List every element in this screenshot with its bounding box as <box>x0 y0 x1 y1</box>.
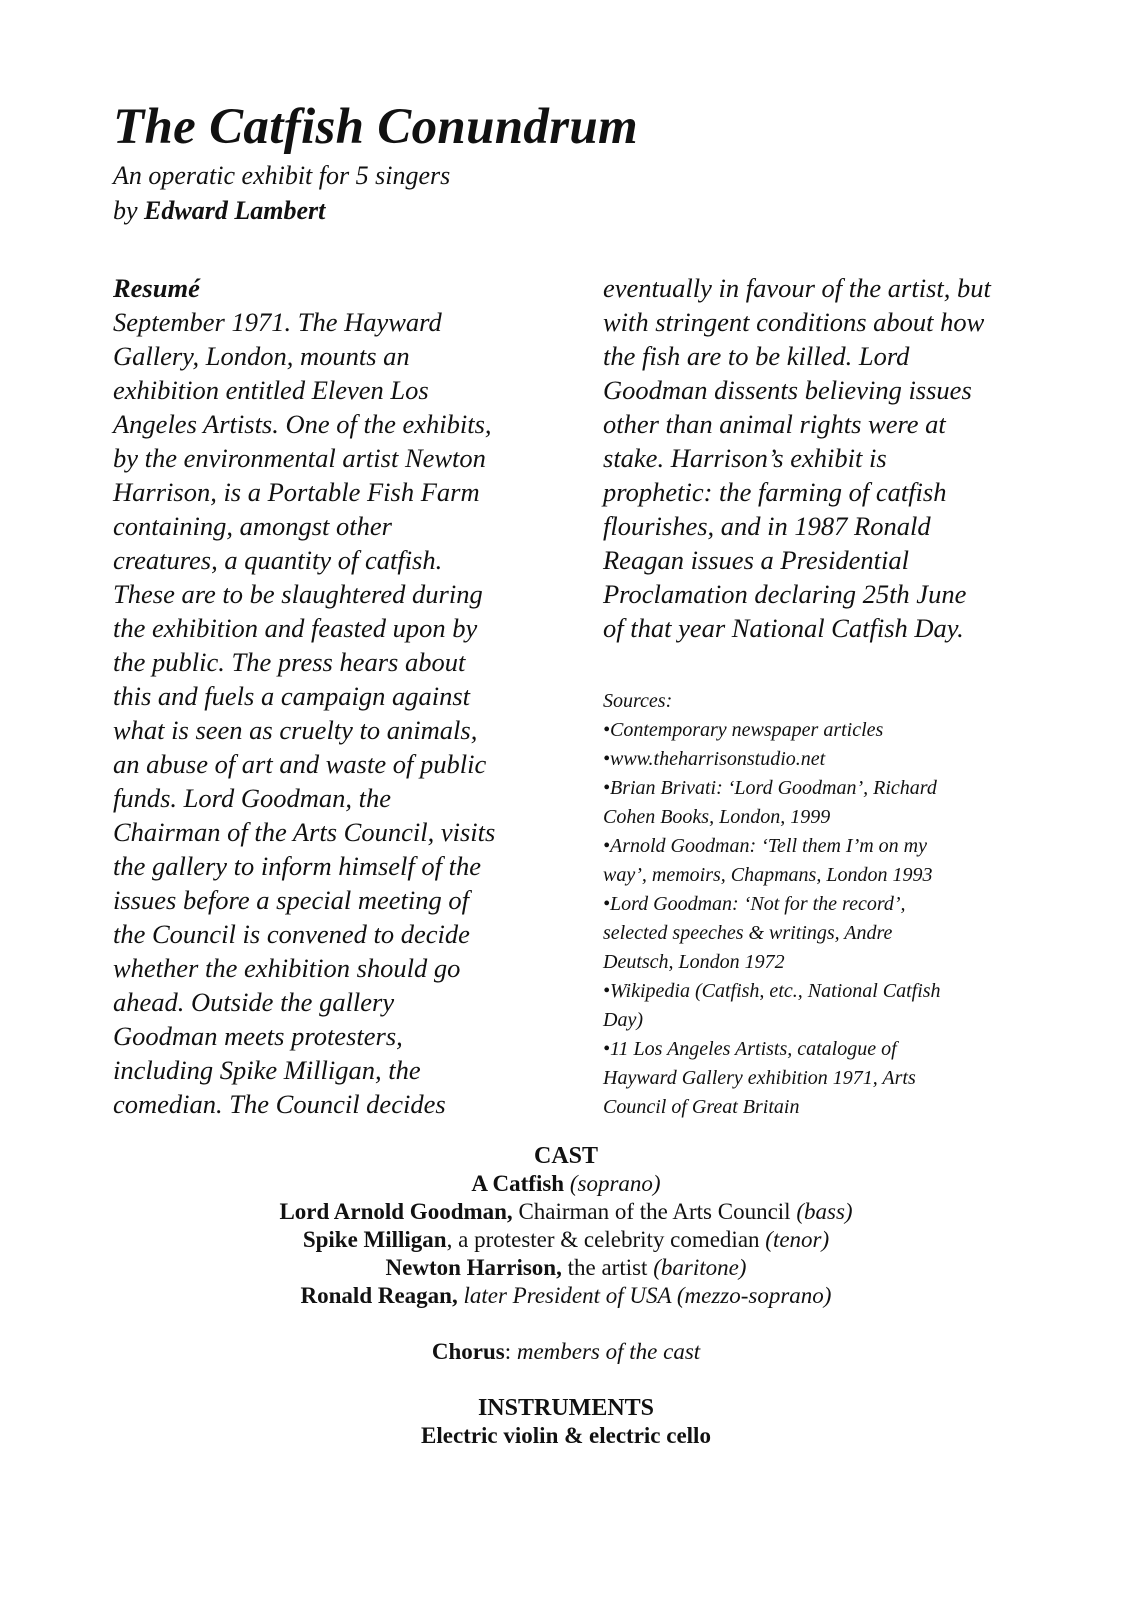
resume-text-line: funds. Lord Goodman, the <box>113 783 392 813</box>
resume-text-line: Angeles Artists. One of the exhibits, <box>113 409 492 439</box>
resume-text-line: Proclamation declaring 25th June <box>603 579 967 609</box>
cast-member-name: Ronald Reagan, <box>300 1283 458 1308</box>
source-item-line: Deutsch, London 1972 <box>603 951 785 973</box>
resume-text-line: prophetic: the farming of catfish <box>603 477 947 507</box>
chorus-label: Chorus <box>431 1339 505 1364</box>
source-item-line: •11 Los Angeles Artists, catalogue of <box>603 1038 897 1060</box>
resume-right-text <box>603 271 1043 645</box>
cast-member-role: Chairman of the Arts Council <box>518 1199 797 1224</box>
resume-text-line: by the environmental artist Newton <box>113 443 486 473</box>
chorus-separator: : <box>504 1339 517 1364</box>
resume-text-line: whether the exhibition should go <box>113 953 461 983</box>
chorus-value: members of the cast <box>516 1339 701 1364</box>
cast-member-role: the artist <box>567 1255 654 1280</box>
instruments-heading: INSTRUMENTS <box>477 1395 655 1421</box>
instruments-value: Electric violin & electric cello <box>421 1423 711 1448</box>
resume-text-line: ahead. Outside the gallery <box>113 987 395 1017</box>
cast-member-role: a protester & celebrity comedian <box>458 1227 766 1252</box>
resume-text-line: issues before a special meeting of <box>113 885 469 915</box>
resume-text-line: comedian. The Council decides <box>113 1089 446 1119</box>
resume-right-column <box>603 271 1043 645</box>
resume-text-line: the fish are to be killed. Lord <box>603 341 910 371</box>
source-item-line: selected speeches & writings, Andre <box>603 922 893 944</box>
resume-text-line: creatures, a quantity of catfish. <box>113 545 443 575</box>
resume-text-line: including Spike Milligan, the <box>113 1055 421 1085</box>
resume-text-line: stake. Harrison’s exhibit is <box>603 443 887 473</box>
document-title: The Catfish Conundrum <box>113 99 638 155</box>
source-item-line: •Brian Brivati: ‘Lord Goodman’, Richard <box>603 777 937 799</box>
source-item-line: Hayward Gallery exhibition 1971, Arts <box>603 1067 916 1089</box>
resume-text-line: September 1971. The Hayward <box>113 307 442 337</box>
resume-text-line: containing, amongst other <box>113 511 392 541</box>
cast-member-name: Lord Arnold Goodman, <box>279 1199 513 1224</box>
resume-text-line: what is seen as cruelty to animals, <box>113 715 478 745</box>
cast-member-separator: , <box>446 1227 459 1252</box>
cast-member-voice: (baritone) <box>653 1255 747 1280</box>
source-item-line: •Lord Goodman: ‘Not for the record’, <box>603 893 906 915</box>
cast-list <box>0 1170 1132 1310</box>
cast-member-name: Newton Harrison, <box>385 1255 562 1280</box>
subtitle: An operatic exhibit for 5 singers <box>113 161 451 190</box>
resume-left-text <box>113 305 553 1121</box>
cast-member <box>0 1198 1132 1226</box>
sources-heading: Sources: <box>603 690 673 712</box>
cast-member-voice: (soprano) <box>569 1171 661 1196</box>
instruments-line <box>0 1422 1132 1450</box>
resume-text-line: the gallery to inform himself of the <box>113 851 482 881</box>
resume-text-line: Goodman meets protesters, <box>113 1021 403 1051</box>
source-item-line: •Arnold Goodman: ‘Tell them I’m on my <box>603 835 928 857</box>
byline <box>113 193 450 228</box>
cast-section <box>0 1142 1132 1450</box>
resume-text-line: Harrison, is a Portable Fish Farm <box>113 477 480 507</box>
cast-member <box>0 1226 1132 1254</box>
cast-member-voice: (bass) <box>796 1199 853 1224</box>
resume-text-line: These are to be slaughtered during <box>113 579 483 609</box>
resume-text-line: this and fuels a campaign against <box>113 681 471 711</box>
resume-text-line: an abuse of art and waste of public <box>113 749 487 779</box>
cast-member <box>0 1170 1132 1198</box>
resume-text-line: exhibition entitled Eleven Los <box>113 375 429 405</box>
resume-text-line: Reagan issues a Presidential <box>603 545 909 575</box>
cast-member-name: A Catfish <box>471 1171 565 1196</box>
source-item-line: Day) <box>603 1009 643 1031</box>
resume-text-line: with stringent conditions about how <box>603 307 985 337</box>
cast-heading: CAST <box>533 1143 599 1169</box>
chorus-line <box>0 1338 1132 1366</box>
cast-member-name: Spike Milligan <box>302 1227 447 1252</box>
resume-left-column <box>113 271 553 1121</box>
subtitle-block <box>113 158 450 228</box>
source-item-line: •Wikipedia (Catfish, etc., National Catfish <box>603 980 941 1002</box>
source-item-line: •Contemporary newspaper articles <box>603 719 884 741</box>
cast-member <box>0 1282 1132 1310</box>
resume-text-line: eventually in favour of the artist, but <box>603 273 991 303</box>
resume-text-line: the public. The press hears about <box>113 647 466 677</box>
resume-text-line: Goodman dissents believing issues <box>603 375 972 405</box>
sources-list <box>603 716 1043 1122</box>
resume-text-line: other than animal rights were at <box>603 409 946 439</box>
resume-text-line: the Council is convened to decide <box>113 919 470 949</box>
by-prefix: by <box>113 196 145 225</box>
cast-member <box>0 1254 1132 1282</box>
resume-text-line: the exhibition and feasted upon by <box>113 613 478 643</box>
resume-text-line: Gallery, London, mounts an <box>113 341 410 371</box>
resume-text-line: Chairman of the Arts Council, visits <box>113 817 496 847</box>
author-name: Edward Lambert <box>144 196 326 225</box>
source-item-line: Council of Great Britain <box>603 1096 800 1118</box>
source-item-line: •www.theharrisonstudio.net <box>603 748 826 770</box>
cast-member-voice: later President of USA (mezzo-soprano) <box>463 1283 832 1308</box>
cast-member-voice: (tenor) <box>765 1227 830 1252</box>
source-item-line: Cohen Books, London, 1999 <box>603 806 831 828</box>
resume-text-line: flourishes, and in 1987 Ronald <box>603 511 931 541</box>
source-item-line: way’, memoirs, Chapmans, London 1993 <box>603 864 933 886</box>
resume-text-line: of that year National Catfish Day. <box>603 613 964 643</box>
resume-heading: Resumé <box>113 273 200 303</box>
sources-block <box>603 687 1043 1122</box>
